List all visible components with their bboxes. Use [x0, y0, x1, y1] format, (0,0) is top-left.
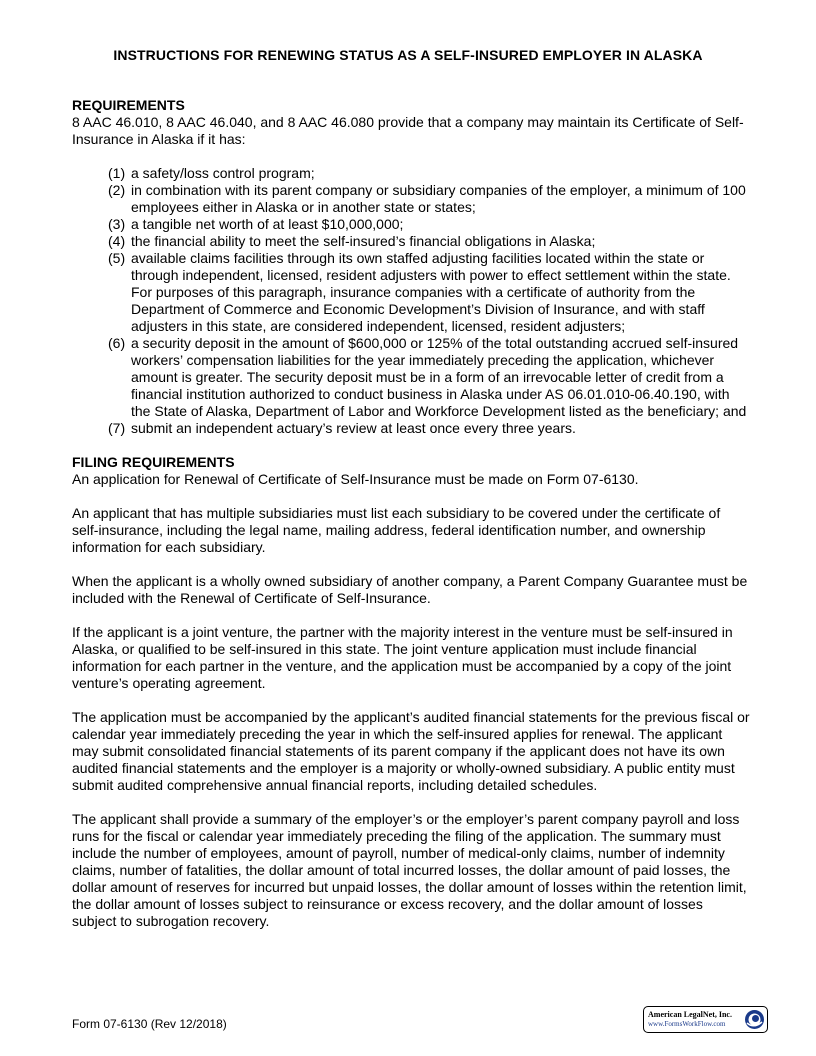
requirement-number: (1): [108, 165, 126, 181]
requirement-text: submit an independent actuary’s review at least once every three years.: [131, 420, 576, 436]
filing-requirements-heading: FILING REQUIREMENTS: [72, 454, 235, 470]
form-number: Form 07-6130 (Rev 12/2018): [72, 1017, 227, 1031]
requirements-list: [72, 165, 750, 437]
requirement-text: a security deposit in the amount of $600,000 or 125% of the total outstanding accrued self-insured workers’ compensation liabilities for the year immediately preceding the application, whichever amount is greater. The security deposit must be in a form of an irrevocable letter of credit from a financial institution authorized to conduct business in Alaska under AS 06.01.010-06.40.190, with the State of Alaska, Department of Labor and Workforce Development listed as the beneficiary; and: [131, 335, 747, 419]
filing-paragraph: If the applicant is a joint venture, the partner with the majority interest in the venture must be self-insured in Alaska, or qualified to be self-insured in this state. The joint venture application must include financial information for each partner in the venture, and the application must be accompanied by a copy of the joint venture’s operating agreement.: [72, 624, 733, 691]
filing-paragraph: The applicant shall provide a summary of the employer’s or the employer’s parent company payroll and loss runs for the fiscal or calendar year immediately preceding the filing of the application. The summary must include the number of employees, amount of payroll, number of medical-only claims, number of indemnity claims, number of fatalities, the dollar amount of total incurred losses, the dollar amount of paid losses, the dollar amount of reserves for incurred but unpaid losses, the dollar amount of losses within the retention limit, the dollar amount of losses subject to reinsurance or excess recovery, and the dollar amount of losses subject to subrogation recovery.: [72, 811, 747, 929]
requirement-text: in combination with its parent company or subsidiary companies of the employer, a minimum of 100 employees either in Alaska or in another state or states;: [131, 182, 746, 215]
requirement-text: a safety/loss control program;: [131, 165, 315, 181]
requirement-number: (7): [108, 420, 126, 436]
filing-paragraph: An applicant that has multiple subsidiaries must list each subsidiary to be covered under the certificate of self-insurance, including the legal name, mailing address, federal identification number, and ownership information for each subsidiary.: [72, 505, 721, 555]
requirement-text: a tangible net worth of at least $10,000,000;: [131, 216, 404, 232]
requirement-number: (2): [108, 182, 126, 198]
filing-paragraph: The application must be accompanied by the applicant’s audited financial statements for the previous fiscal or calendar year immediately preceding the year in which the self-insured applies for renewal. The applicant may submit consolidated financial statements of its parent company if the applicant does not have its own audited financial statements and the employer is a majority or wholly-owned subsidiary. A public entity must submit audited comprehensive annual financial reports, including detailed schedules.: [72, 709, 750, 793]
requirement-item: [72, 165, 750, 182]
requirement-number: (4): [108, 233, 126, 249]
requirement-number: (3): [108, 216, 126, 232]
filing-paragraph: When the applicant is a wholly owned subsidiary of another company, a Parent Company Guarantee must be included with the Renewal of Certificate of Self-Insurance.: [72, 573, 748, 606]
requirement-item: [72, 182, 750, 216]
logo-swirl-icon: [744, 1009, 765, 1030]
requirement-text: the financial ability to meet the self-insured’s financial obligations in Alaska;: [131, 233, 596, 249]
logo-company-name: American LegalNet, Inc.: [648, 1010, 732, 1019]
requirement-text: available claims facilities through its own staffed adjusting facilities located within the state or through independent, licensed, resident adjusters with power to effect settlement within the state. For purposes of this paragraph, insurance companies with a certificate of authority from the Department of Commerce and Economic Development’s Division of Insurance, and with staff adjusters in this state, are considered independent, licensed, resident adjusters;: [131, 250, 731, 334]
requirements-intro: 8 AAC 46.010, 8 AAC 46.040, and 8 AAC 46.080 provide that a company may maintain its Certificate of Self-Insurance in Alaska if it has:: [72, 114, 744, 147]
logo-website: www.FormsWorkFlow.com: [648, 1020, 726, 1028]
requirement-number: (6): [108, 335, 126, 351]
document-body: [72, 97, 750, 930]
requirement-item: [72, 420, 750, 437]
requirement-item: [72, 233, 750, 250]
filing-paragraph: An application for Renewal of Certificate of Self-Insurance must be made on Form 07-6130.: [72, 471, 639, 487]
document-title: INSTRUCTIONS FOR RENEWING STATUS AS A SELF-INSURED EMPLOYER IN ALASKA: [113, 47, 703, 63]
requirement-item: [72, 335, 750, 420]
publisher-logo[interactable]: [643, 1006, 768, 1033]
requirement-number: (5): [108, 250, 126, 266]
requirement-item: [72, 250, 750, 335]
requirements-heading: REQUIREMENTS: [72, 97, 185, 113]
requirement-item: [72, 216, 750, 233]
